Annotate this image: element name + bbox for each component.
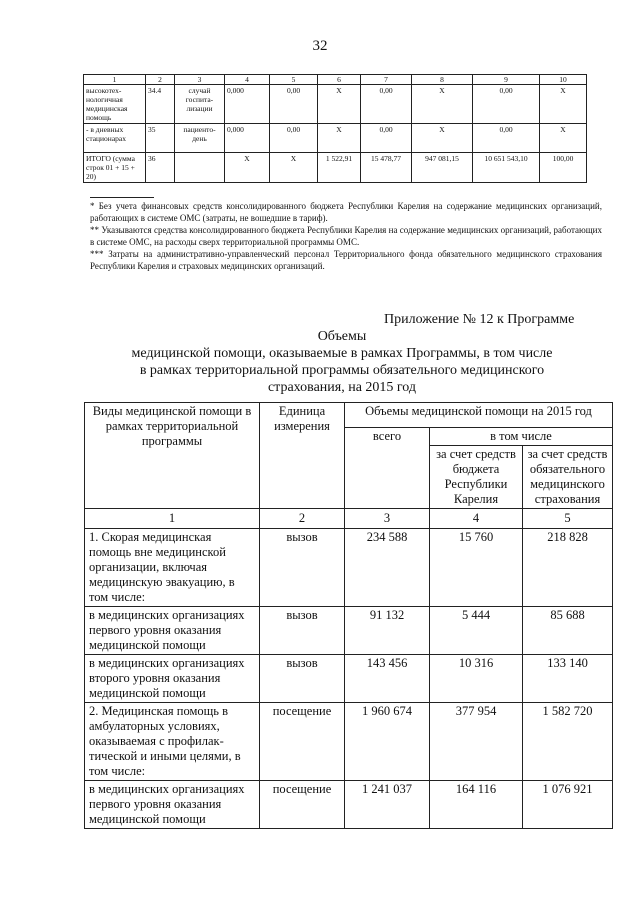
top-table-cell: 0,00 [473, 85, 540, 124]
heading-line: Объемы [317, 329, 367, 344]
top-table-header-row [84, 75, 587, 85]
column-number: 2 [260, 509, 345, 529]
top-table-cell: 100,00 [540, 153, 587, 183]
row-name: в медицинских организациях первого уровня оказания медицинской помощи [85, 607, 260, 655]
row-oms: 1 076 921 [523, 781, 613, 829]
top-table-cell: 0,00 [361, 124, 412, 153]
top-table-cell: случай госпита-лизации [175, 85, 225, 124]
top-table-cell: 35 [146, 124, 175, 153]
top-table-cell: 0,00 [473, 124, 540, 153]
top-table-cell: X [270, 153, 318, 183]
top-table-total-row [84, 153, 587, 183]
top-table-cell: 10 651 543,10 [473, 153, 540, 183]
top-table-header-cell: 10 [540, 75, 587, 85]
top-table-cell: - в дневных стационарах [84, 124, 146, 153]
row-budget: 377 954 [430, 703, 523, 781]
top-table-cell: X [318, 124, 361, 153]
top-table-header-cell: 6 [318, 75, 361, 85]
top-table-cell: X [540, 124, 587, 153]
column-number: 3 [345, 509, 430, 529]
row-total: 143 456 [345, 655, 430, 703]
column-number: 5 [523, 509, 613, 529]
top-table-cell: 1 522,91 [318, 153, 361, 183]
row-oms: 218 828 [523, 529, 613, 607]
volumes-table [84, 402, 613, 829]
top-table [83, 74, 587, 183]
header-budget: за счет средств бюджета Республики Карелия [430, 446, 523, 509]
row-total: 1 241 037 [345, 781, 430, 829]
top-table-cell: 947 081,15 [412, 153, 473, 183]
row-total: 91 132 [345, 607, 430, 655]
top-table-header-cell: 9 [473, 75, 540, 85]
top-table-cell: 0,00 [270, 85, 318, 124]
row-total: 234 588 [345, 529, 430, 607]
top-table-cell: 0,00 [361, 85, 412, 124]
header-kind: Виды медицинской помощи в рамках территориальной программы [85, 403, 260, 509]
row-unit: посещение [260, 703, 345, 781]
row-budget: 10 316 [430, 655, 523, 703]
top-table-cell: ИТОГО (сумма строк 01 + 15 + 20) [84, 153, 146, 183]
row-name: 1. Скорая медицинская помощь вне медицинской организации, включая медицинскую эвакуацию, в том числе: [85, 529, 260, 607]
header-oms: за счет средств обязательного медицинского страхования [523, 446, 613, 509]
top-table-cell: 0,000 [225, 124, 270, 153]
row-budget: 164 116 [430, 781, 523, 829]
top-table-cell: X [318, 85, 361, 124]
header-including: в том числе [430, 428, 613, 446]
column-number: 4 [430, 509, 523, 529]
row-unit: вызов [260, 607, 345, 655]
top-table-cell: 15 478,77 [361, 153, 412, 183]
top-table-cell: X [225, 153, 270, 183]
row-oms: 133 140 [523, 655, 613, 703]
top-table-row [84, 124, 587, 153]
top-table-cell: высокотех-нологичная медицинская помощь [84, 85, 146, 124]
table-row [85, 703, 613, 781]
header-unit: Единица измерения [260, 403, 345, 509]
row-unit: посещение [260, 781, 345, 829]
top-table-row [84, 85, 587, 124]
heading-line: страхования, на 2015 год [267, 380, 417, 395]
table-row [85, 607, 613, 655]
row-budget: 15 760 [430, 529, 523, 607]
row-unit: вызов [260, 655, 345, 703]
footnote: *** Затраты на административно-управленческий персонал Территориального фонда обязательного медицинского страхования Республики Карелия и страховых медицинских организаций. [90, 249, 602, 271]
heading-line: медицинской помощи, оказываемые в рамках Программы, в том числе [131, 346, 553, 361]
header-row [85, 403, 613, 428]
footnote: ** Указываются средства консолидированного бюджета Республики Карелия на содержание медицинских организаций, работающих в системе ОМС, на расходы сверх территориальной программы ОМС. [90, 225, 602, 247]
row-name: в медицинских организациях первого уровня оказания медицинской помощи [85, 781, 260, 829]
volumes-heading [80, 328, 604, 396]
row-oms: 85 688 [523, 607, 613, 655]
heading-line: в рамках территориальной программы обязательного медицинского [139, 363, 545, 378]
row-name: в медицинских организациях второго уровня оказания медицинской помощи [85, 655, 260, 703]
top-table-cell [175, 153, 225, 183]
row-budget: 5 444 [430, 607, 523, 655]
top-table-header-cell: 8 [412, 75, 473, 85]
top-table-cell: пациенто-день [175, 124, 225, 153]
row-total: 1 960 674 [345, 703, 430, 781]
table-row [85, 529, 613, 607]
footnote-divider [90, 197, 154, 198]
row-oms: 1 582 720 [523, 703, 613, 781]
page-number: 32 [312, 38, 328, 54]
row-name: 2. Медицинская помощь в амбулаторных условиях, оказываемая с профилак-тической и иными целями, в том числе: [85, 703, 260, 781]
table-row [85, 655, 613, 703]
top-table-header-cell: 2 [146, 75, 175, 85]
header-volumes: Объемы медицинской помощи на 2015 год [345, 403, 613, 428]
top-table-cell: 36 [146, 153, 175, 183]
table-row [85, 781, 613, 829]
top-table-cell: 0,000 [225, 85, 270, 124]
annex-title: Приложение № 12 к Программе [384, 312, 575, 327]
top-table-header-cell: 4 [225, 75, 270, 85]
top-table-cell: X [412, 85, 473, 124]
footnotes [90, 200, 602, 272]
top-table-header-cell: 5 [270, 75, 318, 85]
top-table-cell: X [540, 85, 587, 124]
top-table-cell: 34.4 [146, 85, 175, 124]
top-table-header-cell: 3 [175, 75, 225, 85]
footnote: * Без учета финансовых средств консолидированного бюджета Республики Карелия на содержание медицинских организаций, работающих в системе ОМС (затраты, не вошедшие в тариф). [90, 201, 602, 223]
header-total: всего [345, 428, 430, 509]
row-unit: вызов [260, 529, 345, 607]
top-table-header-cell: 7 [361, 75, 412, 85]
column-number: 1 [85, 509, 260, 529]
column-number-row [85, 509, 613, 529]
top-table-header-cell: 1 [84, 75, 146, 85]
top-table-cell: 0,00 [270, 124, 318, 153]
top-table-cell: X [412, 124, 473, 153]
